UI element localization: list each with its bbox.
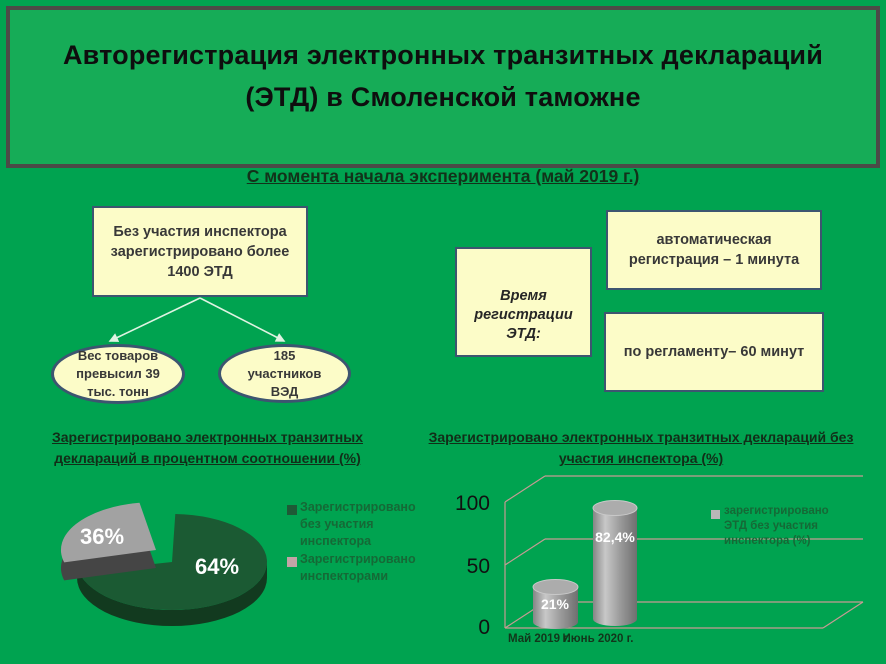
legend-swatch-bar-icon bbox=[711, 510, 720, 519]
pie-datalabel-64: 64% bbox=[194, 554, 240, 579]
pie-datalabel-36: 36% bbox=[79, 524, 125, 549]
regulation-time-box bbox=[604, 312, 824, 392]
bar-category-1: Май 2019 г. bbox=[508, 633, 570, 645]
registration-time-text: Время регистрации ЭТД: bbox=[474, 288, 573, 342]
legend-swatch-gray-icon bbox=[287, 557, 297, 567]
title-banner bbox=[6, 6, 880, 168]
registration-time-box bbox=[455, 247, 592, 357]
branch-arrows-icon bbox=[95, 296, 300, 348]
pie-chart-heading: Зарегистрировано электронных транзитных деклараций в процентном соотношении (%) bbox=[51, 429, 363, 466]
bar-chart-heading: Зарегистрировано электронных транзитных деклараций без участия инспектора (%) bbox=[428, 429, 854, 466]
pie-legend-label-2: Зарегистрировано инспекторами bbox=[300, 552, 416, 583]
participants-oval-text: 185 участников ВЭД bbox=[247, 347, 322, 399]
bar-legend-label: зарегистрировано ЭТД без участия инспектора (%) bbox=[724, 505, 829, 547]
subtitle: С момента начала эксперимента (май 2019 г.) bbox=[246, 166, 640, 186]
page-title-line2: (ЭТД) в Смоленской таможне bbox=[245, 82, 641, 112]
weight-oval-text: Вес товаров превысил 39 тыс. тонн bbox=[76, 348, 160, 399]
bar-chart bbox=[455, 470, 880, 660]
main-stat-box bbox=[92, 206, 308, 297]
weight-oval bbox=[51, 344, 185, 404]
bar-may-2019 bbox=[533, 580, 578, 630]
bar-datalabel-21: 21% bbox=[540, 596, 570, 612]
pie-legend-label-1: Зарегистрировано без участия инспектора bbox=[300, 500, 416, 548]
ytick-100: 100 bbox=[455, 492, 490, 515]
auto-registration-box bbox=[606, 210, 822, 290]
legend-swatch-green-icon bbox=[287, 505, 297, 515]
bar-datalabel-82: 82,4% bbox=[595, 529, 635, 545]
ytick-50: 50 bbox=[466, 555, 490, 578]
participants-oval bbox=[218, 344, 351, 403]
pie-chart bbox=[40, 486, 320, 638]
bar-june-2020 bbox=[593, 501, 637, 627]
bar-category-2: Июнь 2020 г. bbox=[562, 633, 634, 645]
regulation-time-text: по регламенту– 60 минут bbox=[623, 344, 805, 360]
page-title-line1: Авторегистрация электронных транзитных деклараций bbox=[62, 40, 824, 70]
auto-registration-text: автоматическая регистрация – 1 минута bbox=[628, 232, 800, 268]
main-stat-text: Без участия инспектора зарегистрировано более 1400 ЭТД bbox=[110, 223, 290, 280]
ytick-0: 0 bbox=[478, 616, 490, 639]
